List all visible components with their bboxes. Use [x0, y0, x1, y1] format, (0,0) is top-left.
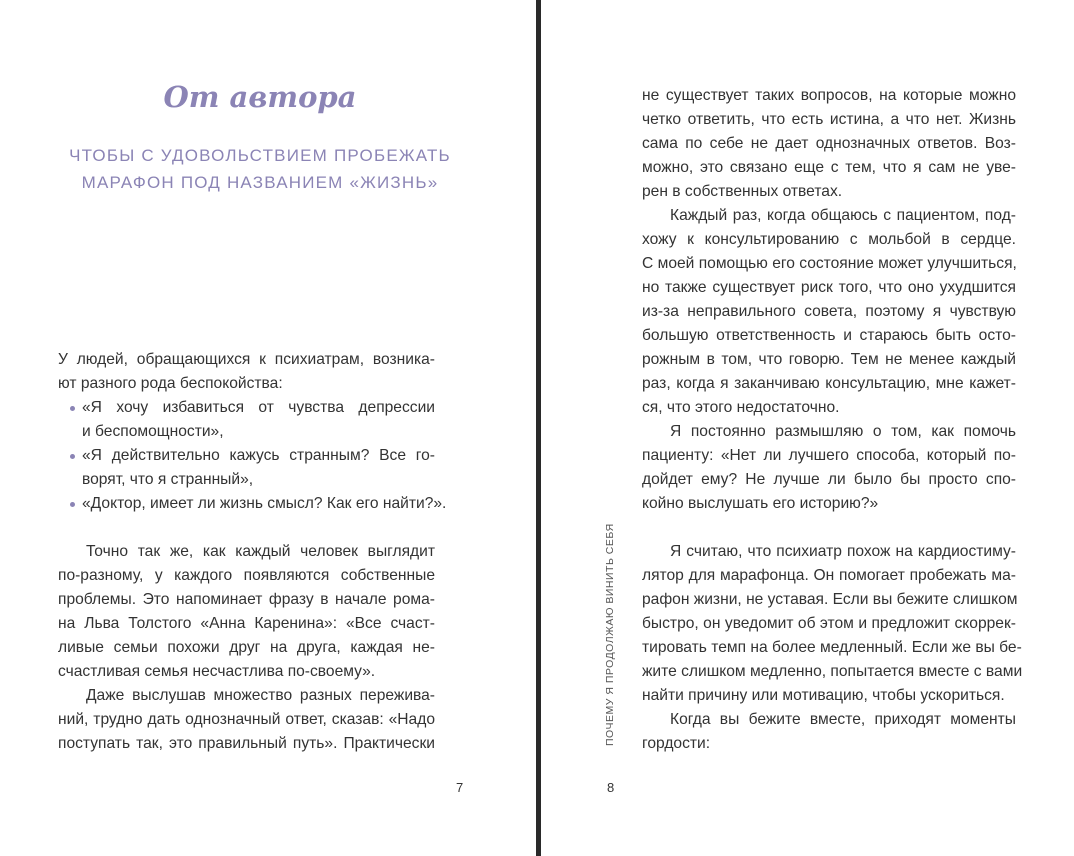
page-number: 8 — [607, 780, 615, 795]
text-line: сама по себе не дает однозначных ответов. Воз- — [642, 135, 1016, 152]
text-line: «Я действительно кажусь странным? Все го- — [82, 447, 435, 464]
text-line: не существует таких вопросов, на которые можно — [642, 87, 1016, 104]
text-line: тировать темп на более медленный. Если же вы бе- — [642, 639, 1022, 656]
running-head: ПОЧЕМУ Я ПРОДОЛЖАЮ ВИНИТЬ СЕБЯ — [604, 523, 616, 746]
text-line: на Льва Толстого «Анна Каренина»: «Все счаст- — [58, 615, 435, 632]
text-line: и беспомощности», — [82, 423, 224, 440]
text-line: пациенту: «Нет ли лучшего способа, который по- — [642, 447, 1016, 464]
list-item — [58, 396, 435, 444]
chapter-subtitle — [60, 142, 460, 196]
text-line: хожу к консультированию с мольбой в сердце. — [642, 231, 1016, 248]
text-line: рожным в том, что говорю. Тем не менее каждый — [642, 351, 1016, 368]
text-line: Даже выслушав множество разных пережива- — [86, 687, 435, 704]
text-line: гордости: — [642, 735, 711, 752]
text-line: проблемы. Это напоминает фразу в начале рома- — [58, 591, 435, 608]
chapter-title: От автора — [163, 80, 357, 114]
left-page — [0, 0, 536, 856]
paragraph-tolstoy — [58, 540, 435, 684]
text-line: Каждый раз, когда общаюсь с пациентом, под- — [670, 207, 1016, 224]
paragraph-answers — [58, 684, 435, 756]
text-line: большую ответственность и стараюсь быть осто- — [642, 327, 1016, 344]
paragraph-pacemaker — [642, 540, 1023, 708]
text-line: но также существует риск того, что оно ухудшится — [642, 279, 1016, 296]
text-line: лятор для марафонца. Он помогает пробежать ма- — [642, 567, 1016, 584]
bullet-dot-icon — [70, 502, 75, 507]
list-item — [58, 444, 435, 492]
concerns-list — [58, 396, 447, 516]
text-line: ся, что этого недостаточно. — [642, 399, 840, 416]
list-item — [58, 492, 447, 516]
text-line: У людей, обращающихся к психиатрам, возника- — [58, 351, 435, 368]
text-line: ливые семьи похожи друг на друга, каждая не- — [58, 639, 435, 656]
text-line: жите слишком медленно, попытается вместе с вами — [642, 663, 1023, 680]
text-line: счастливая семья несчастлива по-своему». — [58, 663, 376, 680]
text-line: «Я хочу избавиться от чувства депрессии — [82, 399, 435, 416]
text-line: Когда вы бежите вместе, приходят моменты — [670, 711, 1016, 728]
text-line: найти причину или мотивацию, чтобы ускориться. — [642, 687, 1005, 704]
text-line: рен в собственных ответах. — [642, 183, 843, 200]
paragraph-consulting — [642, 204, 1016, 420]
paragraph-truth — [642, 84, 1016, 204]
text-line: Я считаю, что психиатр похож на кардиостиму- — [670, 543, 1016, 560]
text-line: ворят, что я странный», — [82, 471, 254, 488]
text-line: рафон жизни, не уставая. Если вы бежите слишком — [642, 591, 1018, 608]
text-line: раз, когда я заканчиваю консультацию, мне кажет- — [642, 375, 1016, 392]
subtitle-line: МАРАФОН ПОД НАЗВАНИЕМ «ЖИЗНЬ» — [81, 173, 439, 192]
text-line: быстро, он уведомит об этом и предложит скоррек- — [642, 615, 1016, 632]
text-line: Я постоянно размышляю о том, как помочь — [670, 423, 1016, 440]
paragraph-pride — [642, 708, 1016, 756]
text-line: С моей помощью его состояние может улучшиться, — [642, 255, 1017, 272]
intro-paragraph — [58, 348, 435, 396]
text-line: поступать так, это правильный путь». Практически — [58, 735, 435, 752]
text-line: дойдет ему? Не лучше ли было бы просто спо- — [642, 471, 1016, 488]
bullet-dot-icon — [70, 454, 75, 459]
subtitle-line: ЧТОБЫ С УДОВОЛЬСТВИЕМ ПРОБЕЖАТЬ — [69, 146, 451, 165]
text-line: из-за неправильного совета, поэтому я чувствую — [642, 303, 1016, 320]
text-line: койно выслушать его историю?» — [642, 495, 879, 512]
page-number: 7 — [456, 780, 464, 795]
text-line: «Доктор, имеет ли жизнь смысл? Как его найти?». — [82, 495, 447, 512]
text-line: ний, трудно дать однозначный ответ, сказав: «Надо — [58, 711, 435, 728]
bullet-dot-icon — [70, 406, 75, 411]
text-line: четко ответить, что есть истина, а что нет. Жизнь — [642, 111, 1016, 128]
text-line: можно, это связано еще с тем, что я сам не уве- — [642, 159, 1016, 176]
text-line: ют разного рода беспокойства: — [58, 375, 283, 392]
text-line: по-разному, у каждого появляются собственные — [58, 567, 435, 584]
text-line: Точно так же, как каждый человек выглядит — [86, 543, 435, 560]
paragraph-reflection — [642, 420, 1016, 516]
